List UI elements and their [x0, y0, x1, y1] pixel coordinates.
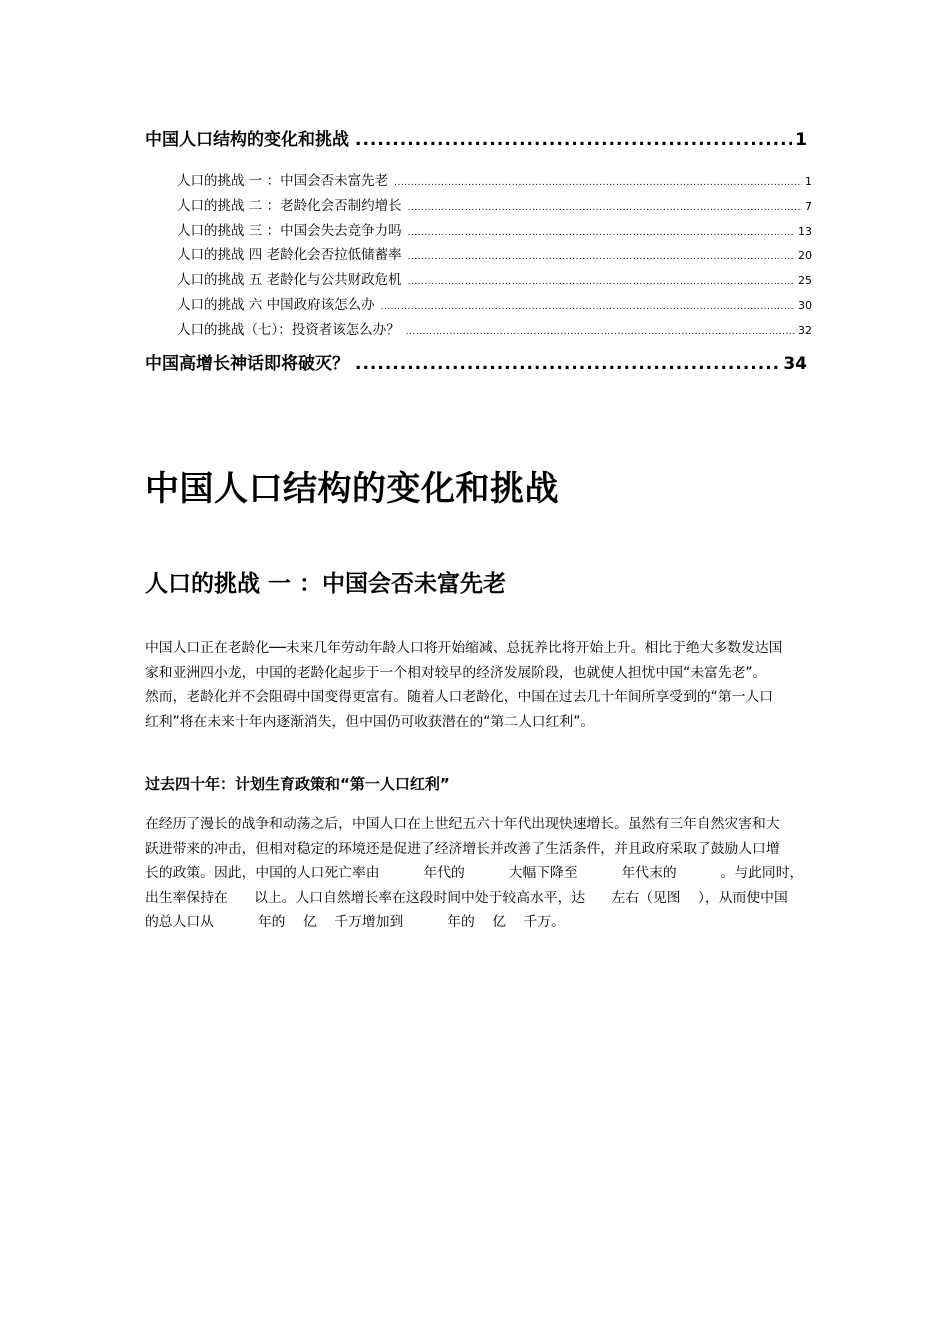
toc-entry-sub[interactable] [177, 169, 812, 189]
paragraph-line: 家和亚洲四小龙，中国的老龄化起步于一个相对较早的经济发展阶段，也就使人担忧中国“未富先老”。 [145, 664, 767, 681]
section-paragraph [145, 812, 815, 935]
toc-page-number: 20 [798, 249, 812, 262]
paragraph-line: 的总人口从 年的 亿 千万增加到 年的 亿 千万。 [145, 914, 566, 930]
toc-entry-label: 人口的挑战（七）：投资者该怎么办？ [177, 322, 400, 338]
toc-page-number: 34 [783, 354, 807, 374]
toc-page-number: 7 [805, 200, 812, 213]
toc-entry-sub[interactable] [177, 318, 812, 338]
toc-page-number: 30 [798, 299, 812, 312]
toc-entry-label: 人口的挑战 五 老龄化与公共财政危机 [177, 272, 402, 288]
toc-dot-leader [408, 252, 795, 262]
paragraph-line: 在经历了漫长的战争和动荡之后，中国人口在上世纪五六十年代出现快速增长。虽然有三年自然灾害和大 [145, 816, 780, 832]
toc-dot-leader [408, 228, 795, 238]
toc-entry-label: 人口的挑战 三 ：中国会失去竞争力吗 [177, 223, 402, 239]
toc-page-number: 1 [805, 175, 812, 188]
toc-dot-leader [355, 130, 792, 150]
toc-entry-label: 人口的挑战 二 ：老龄化会否制约增长 [177, 198, 402, 214]
toc-page-number: 32 [798, 324, 812, 337]
toc-page-number: 1 [795, 130, 807, 150]
subsection-heading: 过去四十年：计划生育政策和“第一人口红利” [145, 775, 450, 793]
paragraph-line: 出生率保持在 以上。人口自然增长率在这段时间中处于较高水平，达 左右（见图 ），从而使中国 [145, 889, 788, 906]
toc-entry-sub[interactable] [177, 293, 812, 313]
toc-entry-label: 中国高增长神话即将破灭？ [145, 354, 349, 374]
paragraph-line: 长的政策。因此，中国的人口死亡率由 年代的 大幅下降至 年代末的 。与此同时， [145, 865, 804, 881]
toc-entry-sub[interactable] [177, 243, 812, 263]
chapter-heading: 中国人口结构的变化和挑战 [145, 469, 559, 509]
toc-page-number: 25 [798, 274, 812, 287]
toc-page-number: 13 [798, 225, 812, 238]
toc-entry-sub[interactable] [177, 194, 812, 214]
toc-entry-label: 人口的挑战 四 老龄化会否拉低储蓄率 [177, 247, 402, 263]
toc-entry-label: 人口的挑战 六 中国政府该怎么办 [177, 297, 375, 313]
paragraph-line: 然而，老龄化并不会阻碍中国变得更富有。随着人口老龄化，中国在过去几十年间所享受到的“第一人口 [145, 689, 774, 705]
toc-dot-leader [381, 302, 795, 312]
toc-dot-leader [394, 178, 802, 188]
paragraph-line: 红利”将在未来十年内逐渐消失，但中国仍可收获潜在的“第二人口红利”。 [145, 713, 595, 730]
toc-entry-sub[interactable] [177, 219, 812, 239]
toc-entry-label: 人口的挑战 一 ：中国会否未富先老 [177, 173, 389, 189]
toc-entry-main[interactable] [145, 349, 807, 374]
toc-dot-leader [408, 203, 802, 213]
toc-dot-leader [408, 277, 795, 287]
toc-entry-main[interactable] [145, 125, 807, 150]
toc-entry-label: 中国人口结构的变化和挑战 [145, 130, 349, 150]
toc-entry-sub[interactable] [177, 268, 812, 288]
paragraph-line: 跃进带来的冲击，但相对稳定的环境还是促进了经济增长并改善了生活条件，并且政府采取了鼓励人口增 [145, 840, 780, 857]
toc-dot-leader [355, 354, 780, 374]
intro-paragraph [145, 636, 815, 734]
section-heading: 人口的挑战 一 ：中国会否未富先老 [145, 571, 507, 597]
paragraph-line: 中国人口正在老龄化──未来几年劳动年龄人口将开始缩减、总抚养比将开始上升。相比于绝大多数发达国 [145, 640, 783, 656]
toc-dot-leader [406, 327, 795, 337]
